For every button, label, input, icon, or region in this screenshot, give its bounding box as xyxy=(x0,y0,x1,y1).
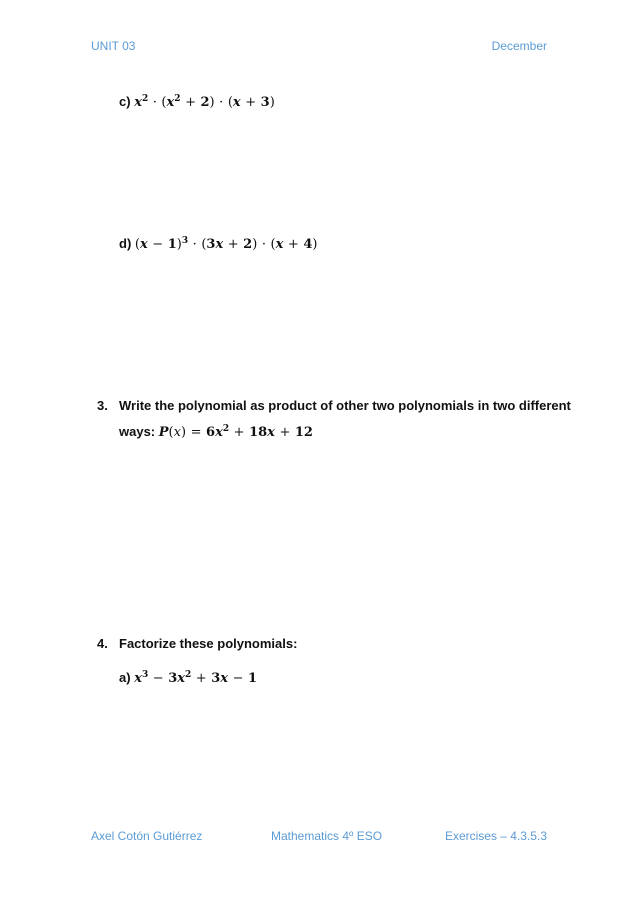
math-var: x xyxy=(215,237,224,252)
math-exp: 3 xyxy=(181,236,189,246)
math-op: + xyxy=(287,237,299,252)
math-op: + xyxy=(233,425,245,440)
math-num: 2 xyxy=(243,237,253,252)
math-var: x xyxy=(220,671,229,686)
math-exp: 2 xyxy=(141,94,149,104)
math-paren: ( xyxy=(168,425,174,440)
math-paren: ( xyxy=(134,237,140,252)
math-paren: ) xyxy=(269,95,275,110)
math-var: x xyxy=(134,95,142,110)
ways-label: ways: xyxy=(119,424,156,439)
math-exp: 2 xyxy=(174,94,181,104)
math-var: x xyxy=(232,95,241,110)
math-op: · xyxy=(152,95,157,110)
header-unit: UNIT 03 xyxy=(91,39,136,53)
math-var: P xyxy=(158,425,169,440)
math-exp: 2 xyxy=(185,670,192,680)
math-num: 1 xyxy=(248,671,258,686)
question-3-formula xyxy=(119,424,313,440)
item-4a-expression xyxy=(134,671,257,686)
math-op: + xyxy=(185,95,196,110)
item-4a xyxy=(119,670,257,686)
math-op: − xyxy=(152,237,164,252)
math-var: x xyxy=(267,425,275,440)
question-4-number: 4. xyxy=(97,636,108,651)
question-3-text: Write the polynomial as product of other two polynomials in two different xyxy=(119,398,571,413)
math-var: x xyxy=(173,425,181,440)
math-paren: ) xyxy=(180,425,187,440)
math-var: x xyxy=(134,671,142,686)
math-op: + xyxy=(279,425,291,440)
item-c-label: c) xyxy=(119,94,131,109)
math-paren: ) xyxy=(312,237,318,252)
math-num: 6 xyxy=(206,425,216,440)
math-var: x xyxy=(215,425,223,440)
footer-author: Axel Cotón Gutiérrez xyxy=(91,829,203,843)
math-paren: ( xyxy=(227,95,233,110)
math-paren: ( xyxy=(201,237,207,252)
math-op: + xyxy=(195,671,207,686)
math-num: 12 xyxy=(294,425,313,440)
polynomial-p xyxy=(159,425,313,440)
math-num: 2 xyxy=(200,95,210,110)
math-num: 3 xyxy=(168,671,178,686)
header-month: December xyxy=(491,39,547,53)
math-num: 3 xyxy=(206,237,216,252)
footer-course: Mathematics 4º ESO xyxy=(271,829,383,843)
math-var: x xyxy=(275,237,284,252)
item-d-expression xyxy=(135,237,318,252)
question-4-text: Factorize these polynomials: xyxy=(119,636,298,651)
item-c xyxy=(119,94,275,110)
math-op: · xyxy=(261,237,266,252)
math-op: − xyxy=(152,671,164,686)
item-d xyxy=(119,236,317,252)
item-4a-label: a) xyxy=(119,670,131,685)
math-num: 1 xyxy=(167,237,177,252)
math-exp: 2 xyxy=(222,424,230,434)
math-paren: ) xyxy=(209,95,215,110)
math-num: 3 xyxy=(211,671,221,686)
math-paren: ( xyxy=(161,95,167,110)
math-var: x xyxy=(166,95,175,110)
math-num: 18 xyxy=(249,425,268,440)
math-exp: 3 xyxy=(141,670,149,680)
math-op: = xyxy=(190,425,202,440)
math-op: · xyxy=(192,237,197,252)
math-num: 4 xyxy=(303,237,313,252)
math-paren: ( xyxy=(270,237,276,252)
math-paren: ) xyxy=(176,237,182,252)
math-op: + xyxy=(245,95,257,110)
math-op: − xyxy=(232,671,244,686)
math-num: 3 xyxy=(260,95,270,110)
math-var: x xyxy=(177,671,185,686)
question-3-number: 3. xyxy=(97,398,108,413)
item-c-expression xyxy=(134,95,275,110)
math-op: · xyxy=(219,95,224,110)
math-var: x xyxy=(139,237,148,252)
item-d-label: d) xyxy=(119,236,132,251)
math-paren: ) xyxy=(252,237,258,252)
math-op: + xyxy=(227,237,239,252)
footer-exercises: Exercises – 4.3.5.3 xyxy=(444,829,547,843)
